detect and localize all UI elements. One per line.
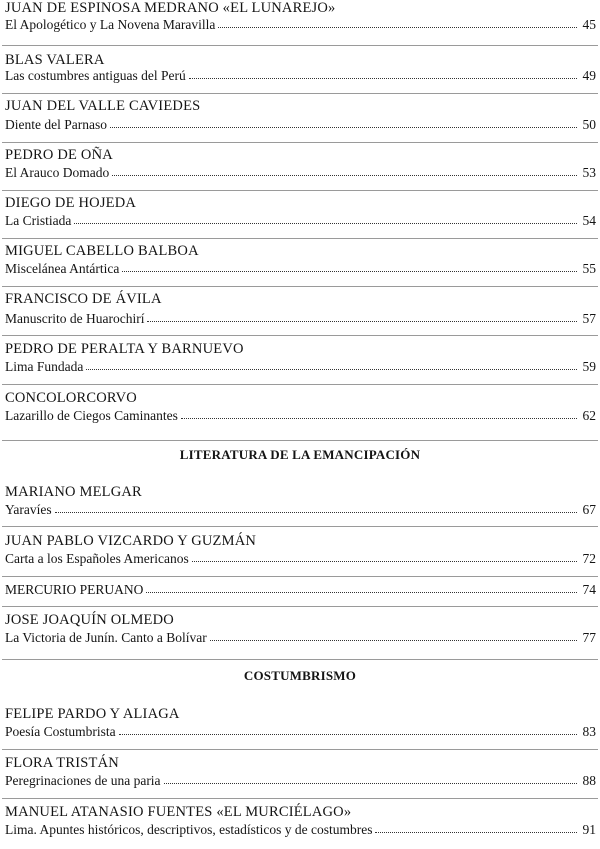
dot-leader bbox=[110, 126, 577, 128]
toc-entry[interactable] bbox=[5, 310, 596, 328]
dot-leader bbox=[119, 733, 577, 735]
entry-author: JUAN DEL VALLE CAVIEDES bbox=[5, 98, 201, 114]
toc-entry[interactable] bbox=[5, 212, 596, 230]
entry-divider bbox=[2, 335, 598, 336]
page-number: 91 bbox=[582, 822, 596, 837]
toc-entry[interactable] bbox=[5, 550, 596, 568]
entry-divider bbox=[2, 238, 598, 239]
entry-divider bbox=[2, 190, 598, 191]
page-number: 62 bbox=[582, 408, 596, 423]
toc-entry[interactable] bbox=[5, 116, 596, 134]
entry-title: Lima Fundada bbox=[5, 359, 84, 374]
toc-entry[interactable] bbox=[5, 772, 596, 790]
page-number: 74 bbox=[582, 582, 596, 597]
entry-title: MERCURIO PERUANO bbox=[5, 582, 144, 597]
entry-author: MARIANO MELGAR bbox=[5, 484, 142, 500]
dot-leader bbox=[189, 77, 577, 79]
page-number: 67 bbox=[582, 502, 596, 517]
toc-entry[interactable] bbox=[5, 16, 596, 34]
entry-title: Carta a los Españoles Americanos bbox=[5, 551, 189, 566]
dot-leader bbox=[192, 560, 577, 562]
entry-divider bbox=[2, 606, 598, 607]
entry-author: JUAN DE ESPINOSA MEDRANO «EL LUNAREJO» bbox=[5, 0, 336, 16]
page-number: 53 bbox=[582, 165, 596, 180]
section-heading: COSTUMBRISMO bbox=[243, 668, 357, 683]
toc-entry[interactable] bbox=[5, 629, 596, 647]
dot-leader bbox=[74, 222, 577, 224]
toc-entry[interactable] bbox=[5, 164, 596, 182]
entry-title: El Apologético y La Novena Maravilla bbox=[5, 17, 216, 32]
dot-leader bbox=[147, 320, 577, 322]
toc-entry[interactable] bbox=[5, 260, 596, 278]
dot-leader bbox=[181, 417, 577, 419]
page-number: 55 bbox=[582, 261, 596, 276]
entry-author: FLORA TRISTÁN bbox=[5, 755, 119, 771]
dot-leader bbox=[86, 368, 577, 370]
dot-leader bbox=[210, 639, 577, 641]
entry-divider bbox=[2, 576, 598, 577]
page-number: 54 bbox=[582, 213, 596, 228]
toc-entry[interactable] bbox=[5, 67, 596, 85]
entry-title: La Cristiada bbox=[5, 213, 72, 228]
entry-divider bbox=[2, 659, 598, 660]
dot-leader bbox=[146, 591, 577, 593]
toc-entry[interactable] bbox=[5, 581, 596, 599]
entry-author: MANUEL ATANASIO FUENTES «EL MURCIÉLAGO» bbox=[5, 804, 352, 820]
page-number: 57 bbox=[582, 311, 596, 326]
entry-author: FELIPE PARDO Y ALIAGA bbox=[5, 706, 180, 722]
entry-author: JOSE JOAQUÍN OLMEDO bbox=[5, 612, 174, 628]
page-number: 88 bbox=[582, 773, 596, 788]
entry-divider bbox=[2, 749, 598, 750]
section-heading: LITERATURA DE LA EMANCIPACIÓN bbox=[179, 447, 421, 462]
toc-entry[interactable] bbox=[5, 501, 596, 519]
entry-author: MIGUEL CABELLO BALBOA bbox=[5, 243, 199, 259]
entry-title: Manuscrito de Huarochirí bbox=[5, 311, 145, 326]
entry-divider bbox=[2, 93, 598, 94]
entry-title: Poesía Costumbrista bbox=[5, 724, 116, 739]
entry-title: El Arauco Domado bbox=[5, 165, 110, 180]
page-number: 59 bbox=[582, 359, 596, 374]
entry-divider bbox=[2, 45, 598, 46]
entry-title: Diente del Parnaso bbox=[5, 117, 107, 132]
dot-leader bbox=[55, 511, 577, 513]
dot-leader bbox=[112, 174, 577, 176]
entry-divider bbox=[2, 384, 598, 385]
entry-author: DIEGO DE HOJEDA bbox=[5, 195, 137, 211]
entry-title: Lazarillo de Ciegos Caminantes bbox=[5, 408, 178, 423]
entry-title: Lima. Apuntes históricos, descriptivos, estadísticos y de costumbres bbox=[5, 822, 373, 837]
entry-title: Peregrinaciones de una paria bbox=[5, 773, 161, 788]
page-number: 72 bbox=[582, 551, 596, 566]
entry-divider bbox=[2, 798, 598, 799]
page-number: 49 bbox=[582, 68, 596, 83]
entry-author: BLAS VALERA bbox=[5, 52, 105, 68]
entry-divider bbox=[2, 142, 598, 143]
entry-author: FRANCISCO DE ÁVILA bbox=[5, 291, 162, 307]
entry-divider bbox=[2, 526, 598, 527]
toc-entry[interactable] bbox=[5, 358, 596, 376]
entry-divider bbox=[2, 440, 598, 441]
page-number: 50 bbox=[582, 117, 596, 132]
toc-entry[interactable] bbox=[5, 407, 596, 425]
entry-title: Las costumbres antiguas del Perú bbox=[5, 68, 186, 83]
toc-entry[interactable] bbox=[5, 821, 596, 839]
dot-leader bbox=[164, 782, 577, 784]
entry-title: Miscelánea Antártica bbox=[5, 261, 120, 276]
entry-author: CONCOLORCORVO bbox=[5, 390, 137, 406]
toc-entry[interactable] bbox=[5, 723, 596, 741]
entry-divider bbox=[2, 286, 598, 287]
dot-leader bbox=[218, 26, 577, 28]
dot-leader bbox=[122, 270, 577, 272]
page-number: 45 bbox=[582, 17, 596, 32]
page-number: 77 bbox=[582, 630, 596, 645]
entry-author: PEDRO DE PERALTA Y BARNUEVO bbox=[5, 341, 244, 357]
entry-author: JUAN PABLO VIZCARDO Y GUZMÁN bbox=[5, 533, 257, 549]
entry-title: Yaravíes bbox=[5, 502, 52, 517]
entry-author: PEDRO DE OÑA bbox=[5, 147, 113, 163]
entry-title: La Victoria de Junín. Canto a Bolívar bbox=[5, 630, 207, 645]
page-number: 83 bbox=[582, 724, 596, 739]
dot-leader bbox=[375, 831, 577, 833]
